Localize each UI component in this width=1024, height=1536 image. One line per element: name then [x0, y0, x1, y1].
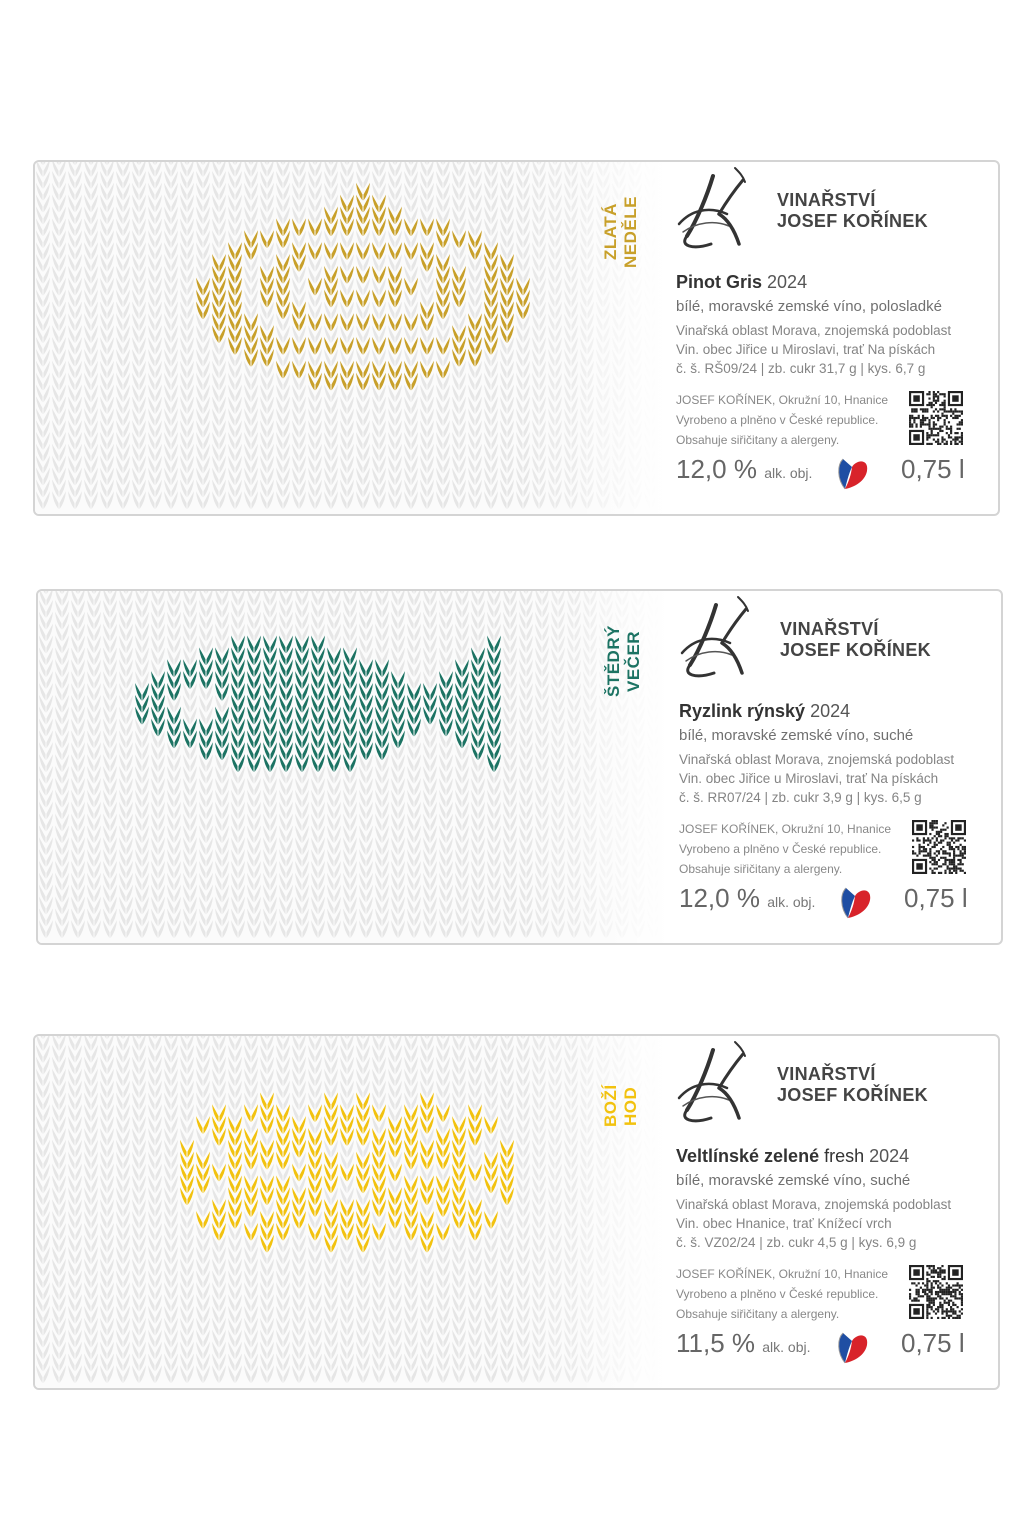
- producer-info: [676, 1264, 888, 1324]
- alcohol-unit: alk. obj.: [767, 894, 816, 910]
- wine-label: [33, 160, 1000, 516]
- czech-heart-icon: [838, 884, 872, 922]
- wine-label: [36, 589, 1003, 945]
- alcohol-unit: alk. obj.: [764, 465, 813, 481]
- korinek-logo-icon: [676, 591, 772, 687]
- brand-line-1: VINAŘSTVÍ: [777, 190, 876, 210]
- origin-info: [676, 1195, 951, 1252]
- producer-line: JOSEF KOŘÍNEK, Okružní 10, Hnanice: [679, 822, 892, 836]
- korinek-logo-icon: [673, 162, 769, 258]
- producer-line: Obsahuje siřičitany a alergeny.: [676, 433, 840, 447]
- qr-code-icon[interactable]: [909, 1265, 963, 1319]
- wine-vintage: 2024: [869, 1146, 910, 1166]
- brand-line-1: VINAŘSTVÍ: [777, 1064, 876, 1084]
- origin-line: č. š. RŠ09/24 | zb. cukr 31,7 g | kys. 6,7 g: [676, 361, 926, 376]
- origin-line: č. š. RR07/24 | zb. cukr 3,9 g | kys. 6,5 g: [679, 790, 922, 805]
- occasion-title-line-2: HOD: [621, 1086, 640, 1126]
- occasion-title: [591, 1058, 651, 1154]
- brand-line-2: JOSEF KOŘÍNEK: [777, 211, 928, 231]
- brand-line-2: JOSEF KOŘÍNEK: [780, 640, 931, 660]
- occasion-title-line-1: ŠTĚDRÝ: [604, 625, 623, 697]
- volume: 0,75 l: [904, 883, 968, 913]
- czech-heart-icon: [835, 455, 869, 493]
- alcohol-value: 11,5 %: [676, 1328, 756, 1358]
- brand-line-1: VINAŘSTVÍ: [780, 619, 879, 639]
- knit-pattern: [35, 162, 669, 514]
- alcohol-content: [676, 1328, 811, 1359]
- origin-line: Vinařská oblast Morava, znojemská podoblast: [679, 752, 955, 767]
- origin-info: [676, 321, 951, 378]
- brand-name: [780, 619, 931, 661]
- producer-line: Vyrobeno a plněno v České republice.: [676, 1287, 879, 1301]
- occasion-title-line-2: NEDĚLE: [621, 196, 640, 268]
- wine-name: Ryzlink rýnský: [679, 701, 806, 721]
- occasion-title-line-1: BOŽÍ: [601, 1084, 620, 1128]
- producer-line: Vyrobeno a plněno v České republice.: [676, 413, 879, 427]
- alcohol-content: [679, 883, 815, 914]
- knit-pattern: [38, 591, 672, 943]
- wine-name-suffix: fresh: [824, 1146, 865, 1166]
- wine-type: bílé, moravské zemské víno, polosladké: [676, 298, 942, 315]
- producer-line: Obsahuje siřičitany a alergeny.: [679, 862, 843, 876]
- origin-line: Vinařská oblast Morava, znojemská podoblast: [676, 323, 952, 338]
- origin-info: [679, 750, 954, 807]
- czech-heart-icon: [835, 1329, 869, 1367]
- producer-line: JOSEF KOŘÍNEK, Okružní 10, Hnanice: [676, 1267, 889, 1281]
- qr-code-icon[interactable]: [909, 391, 963, 445]
- wine-label: [33, 1034, 1000, 1390]
- origin-line: Vin. obec Hnanice, trať Knížecí vrch: [676, 1216, 892, 1231]
- brand-line-2: JOSEF KOŘÍNEK: [777, 1085, 928, 1105]
- qr-code-icon[interactable]: [912, 820, 966, 874]
- producer-line: Vyrobeno a plněno v České republice.: [679, 842, 882, 856]
- wine-vintage: 2024: [767, 272, 808, 292]
- origin-line: Vinařská oblast Morava, znojemská podoblast: [676, 1197, 952, 1212]
- alcohol-value: 12,0 %: [676, 454, 757, 484]
- occasion-title: [594, 613, 654, 709]
- origin-line: Vin. obec Jiřice u Miroslavi, trať Na pískách: [676, 342, 936, 357]
- wine-type: bílé, moravské zemské víno, suché: [679, 727, 914, 744]
- origin-line: Vin. obec Jiřice u Miroslavi, trať Na pískách: [679, 771, 939, 786]
- wine-type: bílé, moravské zemské víno, suché: [676, 1172, 911, 1189]
- wine-vintage: 2024: [810, 701, 851, 721]
- brand-name: [777, 190, 928, 232]
- wine-title: [676, 1146, 909, 1167]
- alcohol-content: [676, 454, 812, 485]
- wine-title: [679, 701, 850, 722]
- wine-name: Veltlínské zelené: [676, 1146, 820, 1166]
- korinek-logo-icon: [673, 1036, 769, 1132]
- producer-line: JOSEF KOŘÍNEK, Okružní 10, Hnanice: [676, 393, 889, 407]
- producer-info: [676, 390, 888, 450]
- producer-info: [679, 819, 891, 879]
- alcohol-value: 12,0 %: [679, 883, 760, 913]
- occasion-title: [591, 184, 651, 280]
- wine-name: Pinot Gris: [676, 272, 763, 292]
- brand-name: [777, 1064, 928, 1106]
- producer-line: Obsahuje siřičitany a alergeny.: [676, 1307, 840, 1321]
- wine-title: [676, 272, 807, 293]
- alcohol-unit: alk. obj.: [762, 1339, 811, 1355]
- occasion-title-line-2: VEČER: [624, 630, 643, 692]
- occasion-title-line-1: ZLATÁ: [601, 203, 620, 261]
- volume: 0,75 l: [901, 1328, 965, 1358]
- volume: 0,75 l: [901, 454, 965, 484]
- knit-pattern: [35, 1036, 669, 1388]
- origin-line: č. š. VZ02/24 | zb. cukr 4,5 g | kys. 6,9 g: [676, 1235, 917, 1250]
